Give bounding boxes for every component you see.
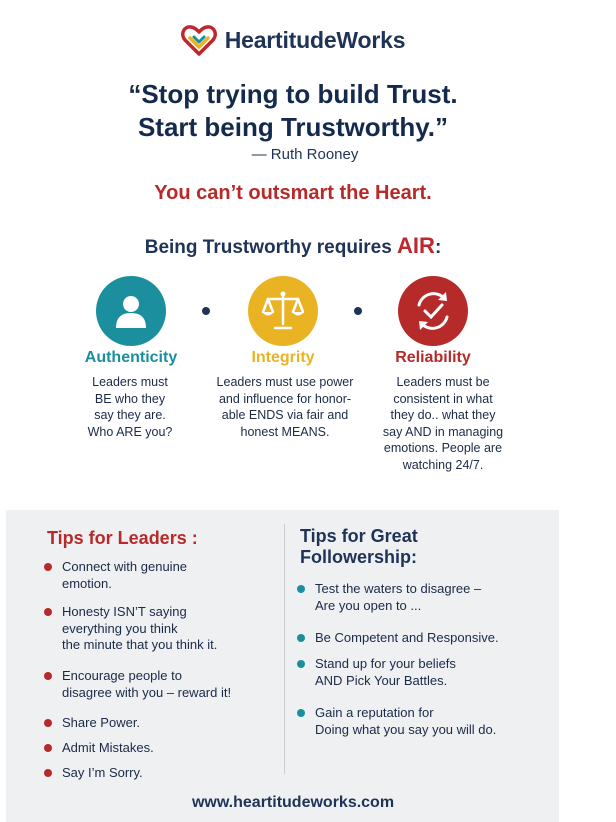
- tip-line: Test the waters to disagree –: [315, 581, 482, 596]
- tip-line: Honesty ISN’T saying: [62, 604, 187, 619]
- body-line: Leaders must be: [396, 375, 490, 389]
- pillar-title-integrity: Integrity: [251, 349, 315, 366]
- quote: [0, 78, 586, 144]
- tip-line: disagree with you – reward it!: [62, 684, 232, 700]
- integrity-circle: [248, 276, 318, 346]
- separator-dot: [354, 307, 362, 315]
- followership-tip: [297, 581, 565, 614]
- body-line: say they are.: [94, 408, 166, 422]
- body-line: Leaders must use power: [216, 375, 354, 389]
- pillar-body-authenticity: [70, 374, 190, 440]
- person-icon: [111, 291, 151, 331]
- body-line: BE who they: [94, 391, 166, 406]
- tip-line: Be Competent and Responsive.: [315, 630, 499, 645]
- authenticity-circle: [96, 276, 166, 346]
- tip-line: AND Pick Your Battles.: [315, 672, 448, 688]
- brand-header: [0, 24, 586, 56]
- pillar-body-integrity: [200, 374, 370, 440]
- tip-line: Connect with genuine: [62, 559, 188, 574]
- tip-line: Stand up for your beliefs: [315, 656, 456, 671]
- leader-tip: [44, 765, 282, 782]
- tagline: You can’t outsmart the Heart.: [154, 182, 432, 204]
- body-line: and influence for honor-: [218, 391, 352, 406]
- quote-line-1: “Stop trying to build Trust.: [128, 79, 458, 109]
- tip-line: Say I’m Sorry.: [62, 765, 143, 780]
- tip-line: Doing what you say you will do.: [315, 721, 497, 737]
- followership-tip: [297, 630, 565, 647]
- body-line: Who ARE you?: [87, 424, 173, 439]
- heart-logo-icon: [181, 24, 217, 56]
- tip-line: Encourage people to: [62, 668, 182, 683]
- body-line: watching 24/7.: [402, 457, 484, 472]
- tip-line: Are you open to ...: [315, 597, 422, 613]
- pillar-title-authenticity: Authenticity: [84, 349, 178, 366]
- pillar-body-reliability: [368, 374, 518, 473]
- quote-line-2: Start being Trustworthy.”: [137, 112, 449, 142]
- brand-name: HeartitudeWorks: [224, 26, 406, 53]
- tip-line: Admit Mistakes.: [62, 740, 154, 755]
- air-heading-suffix: :: [434, 237, 442, 258]
- body-line: honest MEANS.: [240, 424, 330, 439]
- quote-attribution: — Ruth Rooney: [251, 146, 359, 163]
- air-heading-prefix: Being Trustworthy requires: [144, 237, 392, 258]
- tip-line: emotion.: [62, 575, 112, 591]
- body-line: say AND in managing: [382, 424, 504, 439]
- leader-tip: [44, 604, 292, 654]
- tips-followership-title: [300, 526, 418, 568]
- tip-line: everything you think: [62, 620, 178, 636]
- check-cycle-icon: [411, 289, 455, 333]
- followership-tip: [297, 656, 565, 689]
- body-line: consistent in what: [393, 391, 493, 406]
- body-line: emotions. People are: [383, 441, 503, 455]
- body-line: they do.. what they: [390, 408, 496, 422]
- tip-line: Share Power.: [62, 715, 141, 730]
- pillar-title-reliability: Reliability: [395, 349, 471, 366]
- title-line: Tips for Great: [300, 526, 418, 546]
- scales-icon: [260, 290, 306, 332]
- leader-tip: [44, 559, 282, 592]
- leader-tip: [44, 715, 282, 732]
- followership-tip: [297, 705, 565, 738]
- body-line: Leaders must: [92, 375, 168, 389]
- air-heading: [0, 233, 586, 259]
- leader-tip: [44, 740, 282, 757]
- tip-line: the minute that you think it.: [62, 637, 218, 652]
- leader-tip: [44, 668, 302, 701]
- tips-leaders-title: Tips for Leaders :: [47, 528, 198, 548]
- body-line: able ENDS via fair and: [221, 408, 349, 422]
- reliability-circle: [398, 276, 468, 346]
- tip-line: Gain a reputation for: [315, 705, 434, 720]
- separator-dot: [202, 307, 210, 315]
- title-line: Followership:: [300, 547, 417, 567]
- air-keyword: AIR: [397, 233, 435, 258]
- website-link[interactable]: www.heartitudeworks.com: [191, 794, 395, 811]
